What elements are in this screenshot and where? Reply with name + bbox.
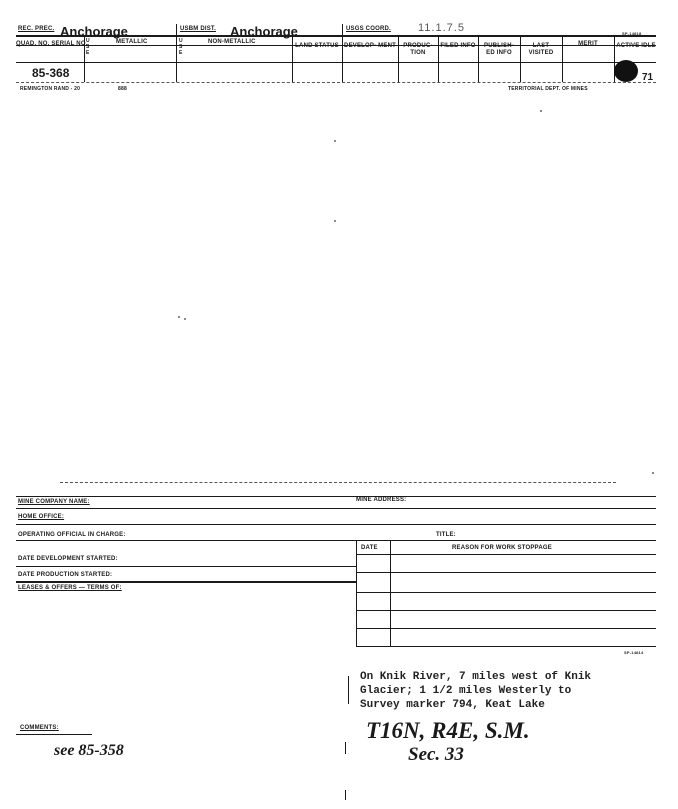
- land-status-label: LAND STATUS: [295, 43, 339, 49]
- usgs-coord-value: 11.1.7.5: [418, 22, 465, 34]
- speck: [652, 472, 654, 474]
- use-nonmetallic-label: U S E: [179, 38, 183, 56]
- usgs-coord-label: USGS COORD.: [346, 26, 391, 32]
- stoppage-divider: [356, 540, 357, 646]
- nonmetallic-label: NON-METALLIC: [208, 39, 256, 45]
- title-label: TITLE:: [436, 532, 456, 538]
- published-info-label: PUBLISH- ED INFO: [484, 43, 514, 56]
- township-handwriting: T16N, R4E, S.M.: [366, 718, 530, 743]
- stoppage-rule-2: [356, 572, 656, 573]
- lower-rule-2: [16, 508, 656, 509]
- location-line-1: On Knik River, 7 miles west of Knik: [360, 671, 592, 683]
- lower-rule-1: [16, 496, 656, 497]
- col-divider: [398, 35, 399, 82]
- speck: [540, 110, 542, 112]
- active-status-dot: [614, 60, 638, 82]
- tick-mark: [345, 742, 346, 754]
- mine-company-label: MINE COMPANY NAME:: [18, 499, 90, 505]
- reason-header: REASON FOR WORK STOPPAGE: [452, 545, 552, 551]
- lower-rule-3: [16, 524, 656, 525]
- lower-rule-5: [16, 566, 356, 567]
- remington-code: 888: [118, 86, 127, 92]
- merit-label: MERIT: [578, 41, 598, 47]
- header-rule-lower: [16, 62, 656, 63]
- leases-label: LEASES & OFFERS — TERMS OF:: [18, 585, 122, 591]
- location-line-3: Survey marker 794, Keat Lake: [360, 699, 545, 711]
- location-bar: [348, 676, 349, 704]
- development-label: DEVELOP- MENT: [344, 43, 396, 49]
- col-divider: [292, 35, 293, 82]
- stoppage-rule-4: [356, 610, 656, 611]
- comments-rule: [16, 734, 92, 735]
- rec-prec-label: REC. PREC.: [18, 26, 55, 32]
- dev-started-label: DATE DEVELOPMENT STARTED:: [18, 556, 118, 562]
- serial-number-value: 85-368: [32, 66, 70, 80]
- tick-mark: [345, 790, 346, 800]
- serial-no-label: SERIAL NO.: [51, 41, 88, 47]
- speck: [184, 318, 186, 320]
- prod-started-label: DATE PRODUCTION STARTED:: [18, 572, 113, 578]
- active-idle-label: ACTIVE IDLE: [616, 43, 656, 49]
- remington-label: REMINGTON RAND - 20: [20, 86, 81, 92]
- stoppage-rule-3: [356, 592, 656, 593]
- stoppage-rule-1: [356, 554, 656, 555]
- mine-address-label: MINE ADDRESS:: [356, 497, 407, 503]
- date-header: DATE: [361, 545, 378, 551]
- filed-info-label: FILED INFO: [440, 43, 476, 49]
- comments-label: COMMENTS:: [20, 725, 59, 731]
- use-metallic-label: U S E: [86, 38, 90, 56]
- col-divider: [176, 24, 177, 82]
- date-column-divider: [390, 540, 391, 646]
- stoppage-rule-5: [356, 628, 656, 629]
- col-divider: [520, 35, 521, 82]
- production-label: PRODUC- TION: [403, 43, 433, 56]
- header-rule-bottom: [16, 82, 656, 83]
- home-office-label: HOME OFFICE:: [18, 514, 65, 520]
- speck: [334, 220, 336, 222]
- rec-prec-value: Anchorage: [60, 24, 128, 39]
- location-block: [360, 670, 591, 712]
- active-status-value: 71: [642, 72, 654, 83]
- quad-serial-header: [16, 41, 88, 48]
- location-line-2: Glacier; 1 1/2 miles Westerly to: [360, 685, 572, 697]
- col-divider: [342, 24, 343, 82]
- metallic-label: METALLIC: [116, 39, 148, 45]
- form-number-bottom: SP-14814: [624, 650, 644, 655]
- lower-rule-6: [16, 581, 356, 583]
- stoppage-rule-6: [356, 646, 656, 647]
- col-divider: [478, 35, 479, 82]
- speck: [178, 316, 180, 318]
- speck: [334, 140, 336, 142]
- form-number-top: SP-14818: [622, 31, 642, 36]
- quad-no-label: QUAD. NO.: [16, 41, 50, 47]
- section-handwriting: Sec. 33: [408, 744, 464, 765]
- col-divider: [438, 35, 439, 82]
- operating-official-label: OPERATING OFFICIAL IN CHARGE:: [18, 532, 126, 538]
- lower-rule-dashed: [60, 482, 616, 483]
- comment-handwriting: see 85-358: [54, 742, 124, 759]
- last-visited-label: LAST VISITED: [528, 43, 554, 56]
- usbm-dist-label: USBM DIST.: [180, 26, 217, 32]
- lower-rule-4: [16, 540, 656, 541]
- territorial-dept-label: TERRITORIAL DEPT. OF MINES: [508, 86, 588, 92]
- col-divider: [562, 35, 563, 82]
- usbm-dist-value: Anchorage: [230, 24, 298, 39]
